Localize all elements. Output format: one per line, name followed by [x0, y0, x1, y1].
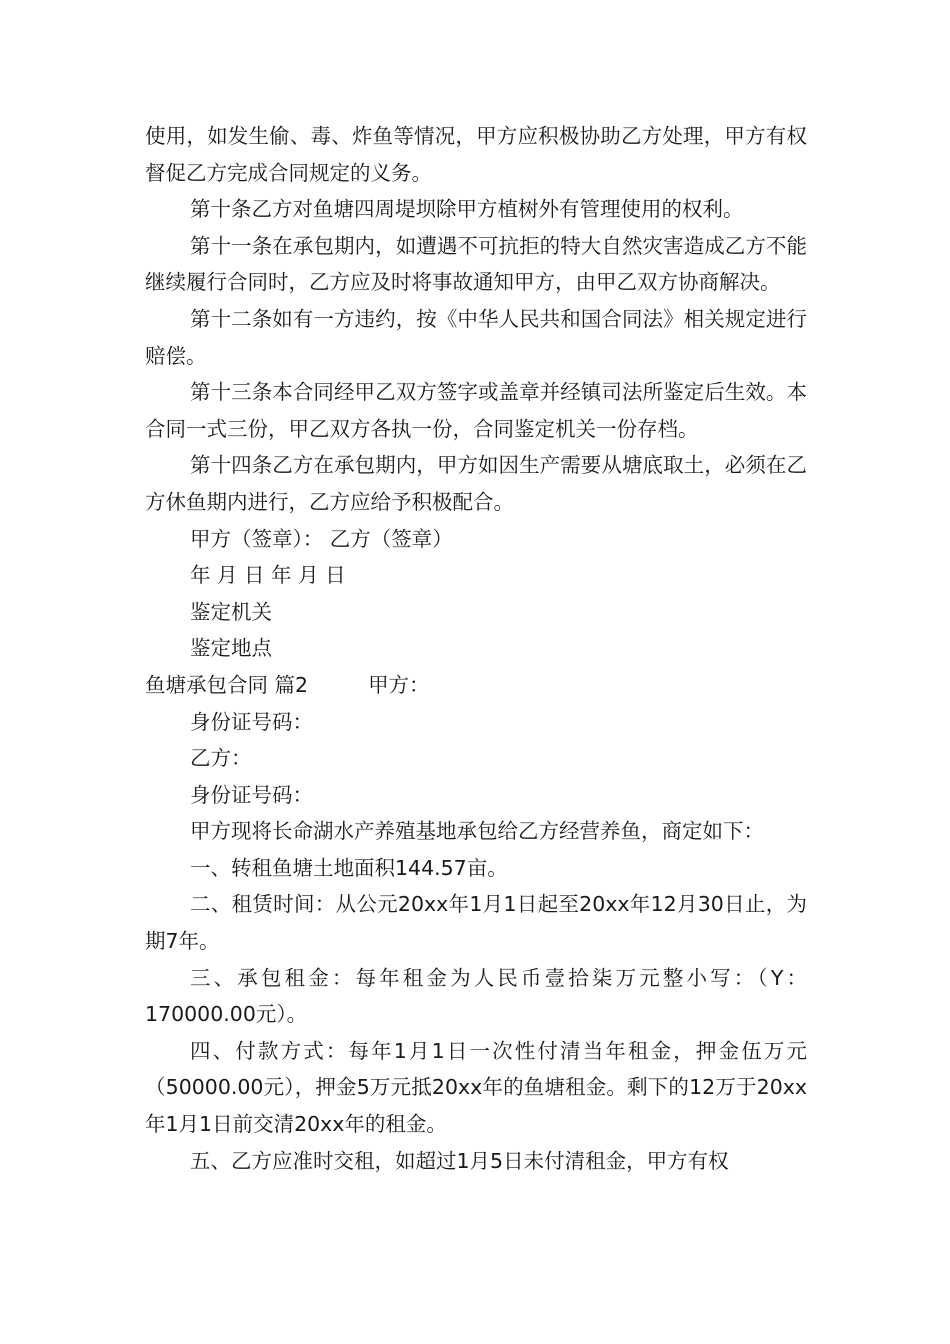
term-4: 四、付款方式：每年1月1日一次性付清当年租金，押金伍万元（50000.00元），押金5万元抵20xx年的鱼塘租金。剩下的12万于20xx年1月1日前交清20xx年的租金。	[145, 1038, 807, 1137]
term-3: 三、承包租金：每年租金为人民币壹拾柒万元整小写：（Y：170000.00元）。	[145, 965, 807, 1027]
paragraph-continuation: 使用，如发生偷、毒、炸鱼等情况，甲方应积极协助乙方处理，甲方有权督促乙方完成合同规定的义务。	[145, 124, 807, 185]
clause-11: 第十一条在承包期内，如遭遇不可抗拒的特大自然灾害造成乙方不能继续履行合同时，乙方应及时将事故通知甲方，由甲乙双方协商解决。	[145, 233, 807, 295]
section2-party-a: 甲方：	[368, 672, 430, 697]
clause-12: 第十二条如有一方违约，按《中华人民共和国合同法》相关规定进行赔偿。	[145, 306, 807, 368]
section2-title: 鱼塘承包合同 篇2	[145, 672, 309, 697]
party-a-id-line: 身份证号码：	[190, 709, 313, 734]
document-page	[145, 118, 807, 1179]
intro-line: 甲方现将长命湖水产养殖基地承包给乙方经营养鱼，商定如下：	[190, 819, 764, 844]
date-line: 年 月 日 年 月 日	[190, 563, 346, 588]
term-5: 五、乙方应准时交租，如超过1月5日未付清租金，甲方有权	[190, 1148, 729, 1173]
clause-10: 第十条乙方对鱼塘四周堤坝除甲方植树外有管理使用的权利。	[190, 197, 744, 222]
authority-line: 鉴定机关	[190, 599, 272, 624]
party-b-line: 乙方：	[190, 746, 252, 771]
section2-heading-line	[145, 667, 807, 704]
party-b-id-line: 身份证号码：	[190, 782, 313, 807]
signature-line: 甲方（签章）： 乙方（签章）	[190, 526, 453, 551]
clause-14: 第十四条乙方在承包期内，甲方如因生产需要从塘底取土，必须在乙方休鱼期内进行，乙方应给予积极配合。	[145, 453, 807, 514]
place-line: 鉴定地点	[190, 636, 272, 661]
term-2: 二、租赁时间：从公元20xx年1月1日起至20xx年12月30日止，为期7年。	[145, 892, 807, 954]
clause-13: 第十三条本合同经甲乙双方签字或盖章并经镇司法所鉴定后生效。本合同一式三份，甲乙双方各执一份，合同鉴定机关一份存档。	[145, 380, 807, 441]
term-1: 一、转租鱼塘土地面积144.57亩。	[190, 855, 508, 880]
